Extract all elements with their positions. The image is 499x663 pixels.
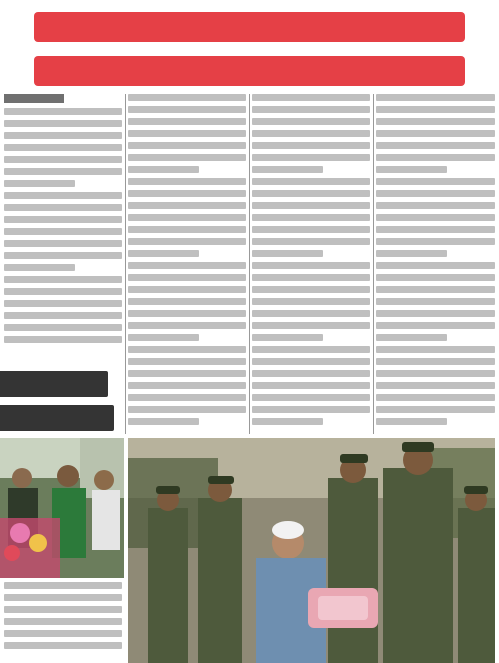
text-line <box>252 226 370 233</box>
text-line <box>376 334 447 341</box>
text-line <box>128 190 246 197</box>
text-line <box>128 130 246 137</box>
text-line <box>376 298 495 305</box>
text-line <box>252 406 370 413</box>
text-line <box>4 276 122 283</box>
text-line <box>4 618 122 625</box>
article-column-1 <box>4 94 122 362</box>
text-line <box>376 214 495 221</box>
text-line <box>128 394 246 401</box>
article-column-2 <box>128 94 246 434</box>
text-line <box>4 204 122 211</box>
text-line <box>4 216 122 223</box>
text-line <box>252 118 370 125</box>
text-line <box>128 202 246 209</box>
text-line <box>128 334 199 341</box>
text-line <box>252 178 370 185</box>
text-line <box>4 180 75 187</box>
text-line <box>128 370 246 377</box>
text-line <box>376 190 495 197</box>
text-line <box>376 130 495 137</box>
text-line <box>252 130 370 137</box>
text-line <box>252 166 323 173</box>
text-line <box>252 370 370 377</box>
column-2-lines <box>128 94 246 425</box>
text-line <box>4 288 122 295</box>
text-line <box>376 94 495 101</box>
column-3-lines <box>252 94 370 425</box>
text-line <box>252 418 323 425</box>
text-line <box>4 120 122 127</box>
text-line <box>376 154 495 161</box>
column-4-lines <box>376 94 495 425</box>
related-headline-line-2-block <box>0 405 114 431</box>
column-1-lines <box>4 108 122 343</box>
text-line <box>252 106 370 113</box>
text-line <box>376 346 495 353</box>
text-line <box>376 286 495 293</box>
text-line <box>252 382 370 389</box>
text-line <box>4 606 122 613</box>
text-line <box>128 358 246 365</box>
text-line <box>252 190 370 197</box>
text-line <box>252 334 323 341</box>
text-line <box>252 274 370 281</box>
main-story-photo <box>128 438 495 663</box>
text-line <box>128 274 246 281</box>
article-column-4 <box>376 94 495 434</box>
related-story-photo <box>0 438 124 578</box>
text-line <box>4 582 122 589</box>
text-line <box>376 382 495 389</box>
text-line <box>4 642 122 649</box>
text-line <box>4 324 122 331</box>
text-line <box>376 358 495 365</box>
text-line <box>128 226 246 233</box>
text-line <box>376 322 495 329</box>
text-line <box>128 250 199 257</box>
text-line <box>4 108 122 115</box>
article-column-3 <box>252 94 370 434</box>
text-line <box>252 346 370 353</box>
text-line <box>376 166 447 173</box>
text-line <box>128 418 199 425</box>
text-line <box>4 264 75 271</box>
caption-lines <box>4 582 122 649</box>
related-story-headline <box>0 365 124 435</box>
text-line <box>4 156 122 163</box>
headline-line-2-block <box>34 56 465 86</box>
text-line <box>376 274 495 281</box>
text-line <box>252 202 370 209</box>
text-line <box>376 394 495 401</box>
text-line <box>252 142 370 149</box>
soldiers-photo <box>128 438 495 663</box>
text-line <box>252 298 370 305</box>
text-line <box>128 214 246 221</box>
text-line <box>376 262 495 269</box>
text-line <box>376 238 495 245</box>
text-line <box>376 106 495 113</box>
text-line <box>128 142 246 149</box>
text-line <box>376 226 495 233</box>
text-line <box>128 298 246 305</box>
text-line <box>128 382 246 389</box>
text-line <box>128 286 246 293</box>
text-line <box>128 94 246 101</box>
text-line <box>4 252 122 259</box>
text-line <box>128 154 246 161</box>
text-line <box>4 228 122 235</box>
column-rule <box>249 94 250 434</box>
text-line <box>4 594 122 601</box>
text-line <box>252 394 370 401</box>
text-line <box>376 310 495 317</box>
text-line <box>128 310 246 317</box>
text-line <box>252 286 370 293</box>
text-line <box>4 312 122 319</box>
related-headline-line-1-block <box>0 371 108 397</box>
text-line <box>4 300 122 307</box>
text-line <box>376 406 495 413</box>
text-line <box>128 118 246 125</box>
text-line <box>128 322 246 329</box>
text-line <box>4 132 122 139</box>
text-line <box>376 370 495 377</box>
headline <box>4 4 495 92</box>
text-line <box>128 106 246 113</box>
text-line <box>4 192 122 199</box>
text-line <box>376 250 447 257</box>
text-line <box>252 358 370 365</box>
text-line <box>128 346 246 353</box>
text-line <box>128 406 246 413</box>
text-line <box>376 178 495 185</box>
event-photo <box>0 438 124 578</box>
text-line <box>252 154 370 161</box>
text-line <box>376 202 495 209</box>
column-rule <box>373 94 374 434</box>
text-line <box>128 238 246 245</box>
text-line <box>252 322 370 329</box>
text-line <box>4 168 122 175</box>
text-line <box>376 118 495 125</box>
text-line <box>252 250 323 257</box>
related-story-caption <box>4 582 122 662</box>
text-line <box>376 418 447 425</box>
text-line <box>128 262 246 269</box>
text-line <box>252 310 370 317</box>
text-line <box>4 240 122 247</box>
text-line <box>128 178 246 185</box>
byline-block <box>4 94 64 103</box>
text-line <box>128 166 199 173</box>
text-line <box>376 142 495 149</box>
text-line <box>252 238 370 245</box>
text-line <box>252 214 370 221</box>
headline-line-1-block <box>34 12 465 42</box>
text-line <box>252 262 370 269</box>
text-line <box>252 94 370 101</box>
text-line <box>4 144 122 151</box>
column-rule <box>125 94 126 434</box>
text-line <box>4 630 122 637</box>
text-line <box>4 336 122 343</box>
